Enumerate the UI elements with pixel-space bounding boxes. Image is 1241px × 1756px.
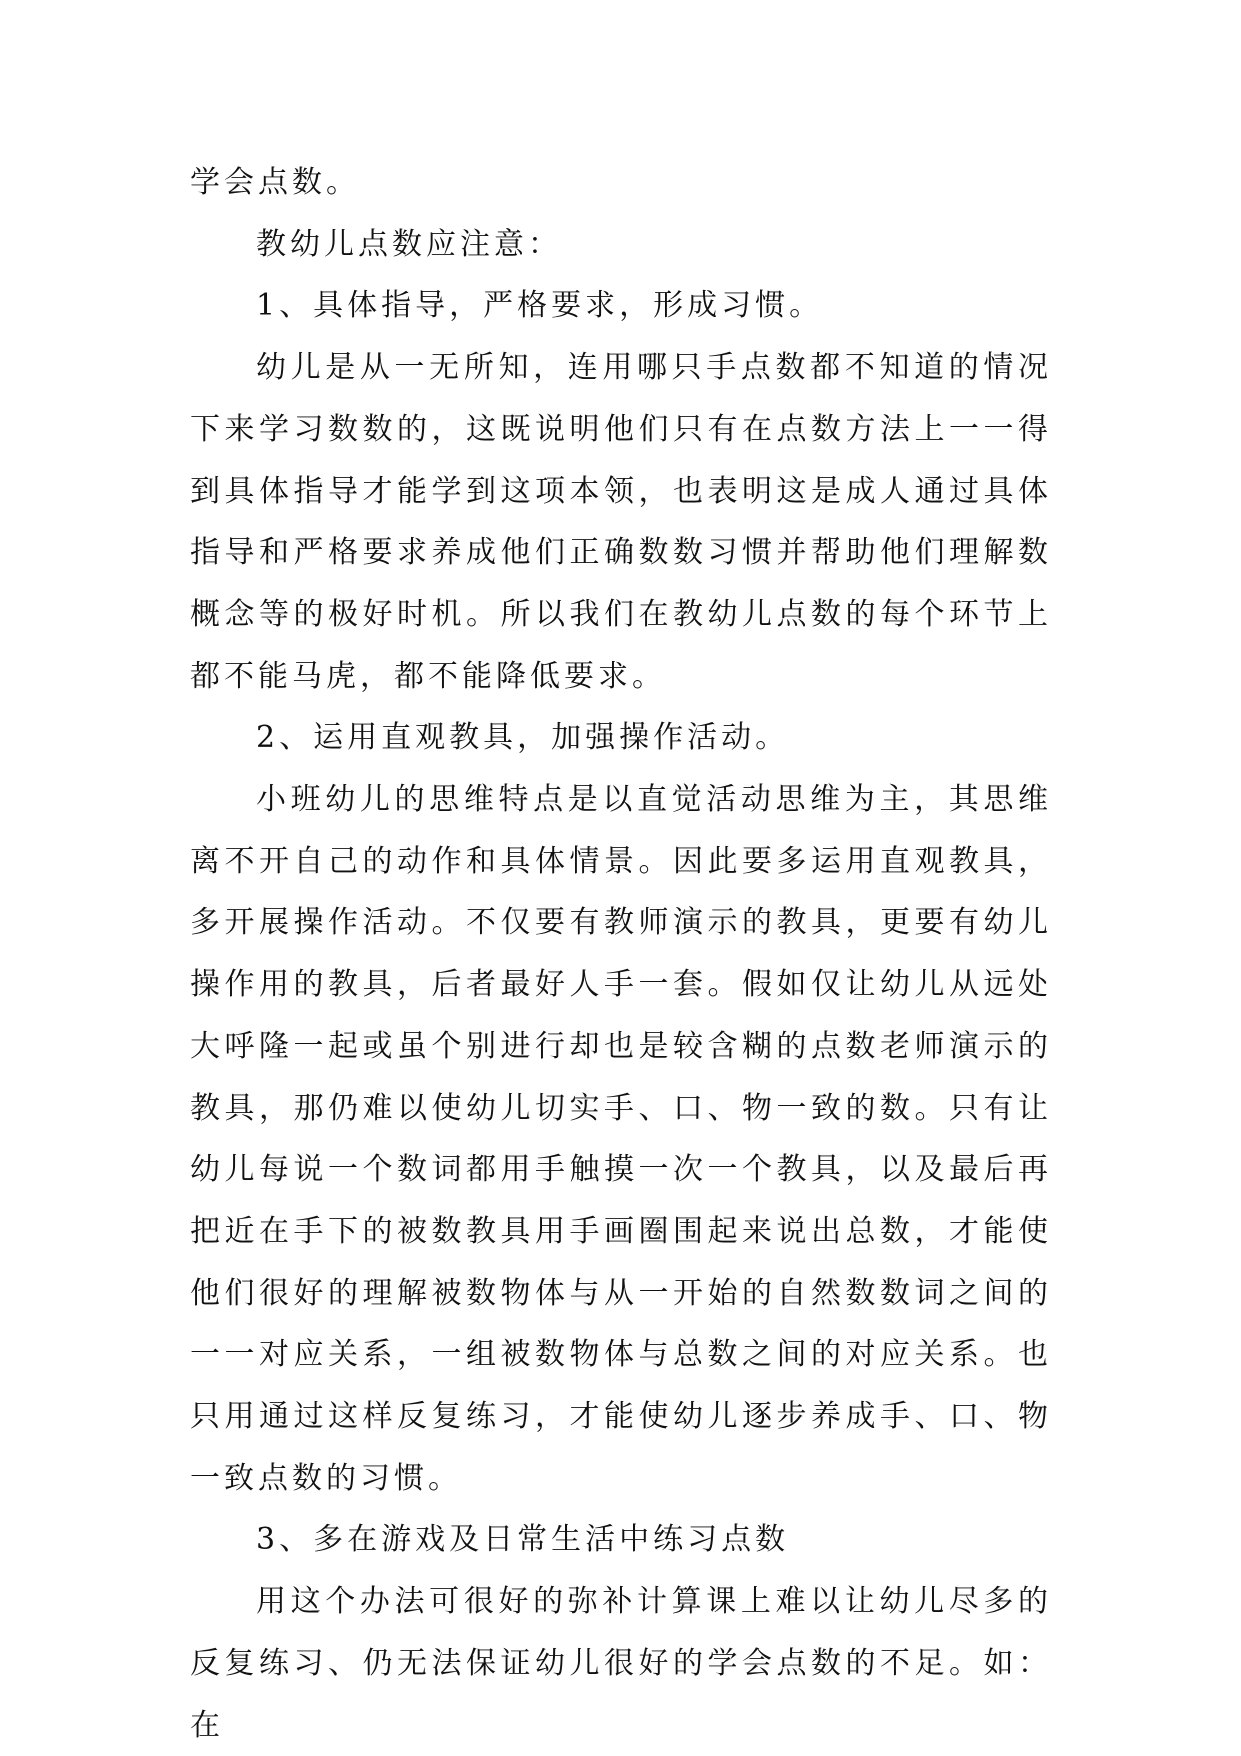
paragraph-body-3: 用这个办法可很好的弥补计算课上难以让幼儿尽多的反复练习、仍无法保证幼儿很好的学会点数的不足。如：在 <box>190 1584 1052 1743</box>
section-heading-3: 3、多在游戏及日常生活中练习点数 <box>256 1522 790 1558</box>
paragraph-continuation: 学会点数。 <box>190 165 360 200</box>
paragraph-intro-heading: 教幼儿点数应注意： <box>256 226 562 262</box>
paragraph-body-1: 幼儿是从一无所知，连用哪只手点数都不知道的情况下来学习数数的，这既说明他们只有在点数方法上一一得到具体指导才能学到这项本领，也表明这是成人通过具体指导和严格要求养成他们正确数数习惯并帮助他们理解数概念等的极好时机。所以我们在教幼儿点数的每个环节上都不能马虎，都不能降低要求。 <box>190 350 1052 694</box>
section-heading-2: 2、运用直观教具，加强操作活动。 <box>256 720 790 756</box>
section-heading-1: 1、具体指导，严格要求，形成习惯。 <box>256 288 824 324</box>
document-page <box>190 152 1052 1756</box>
paragraph-body-2: 小班幼儿的思维特点是以直觉活动思维为主，其思维离不开自己的动作和具体情景。因此要多运用直观教具，多开展操作活动。不仅要有教师演示的教具，更要有幼儿操作用的教具，后者最好人手一套。假如仅让幼儿从远处大呼隆一起或虽个别进行却也是较含糊的点数老师演示的教具，那仍难以使幼儿切实手、口、物一致的数。只有让幼儿每说一个数词都用手触摸一次一个教具，以及最后再把近在手下的被数教具用手画圈围起来说出总数，才能使他们很好的理解被数物体与从一开始的自然数数词之间的一一对应关系，一组被数物体与总数之间的对应关系。也只用通过这样反复练习，才能使幼儿逐步养成手、口、物一致点数的习惯。 <box>190 782 1052 1496</box>
